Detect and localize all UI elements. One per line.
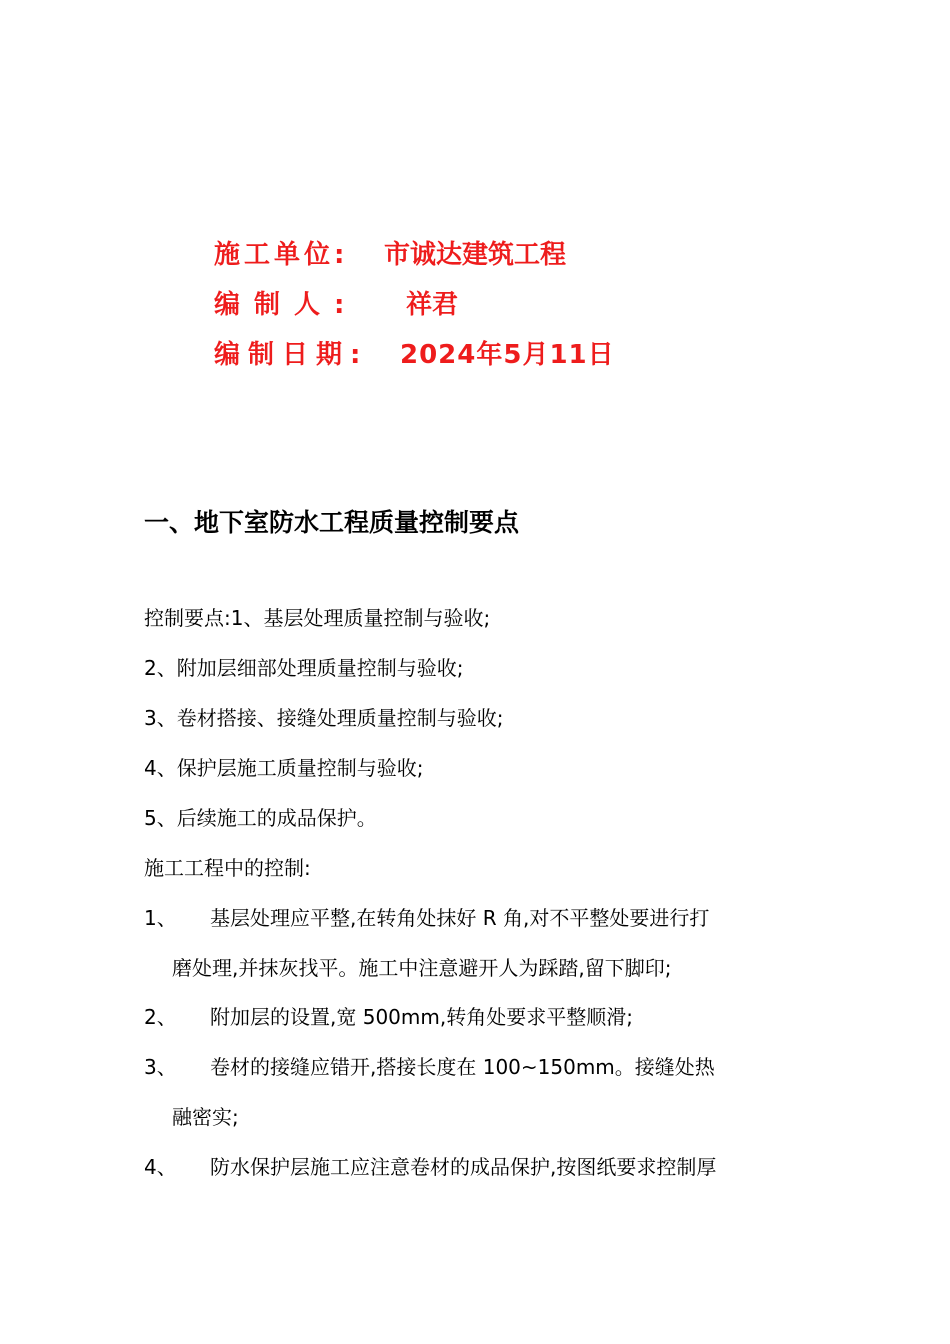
process-item-number: 3、	[144, 1055, 177, 1079]
control-point-line: 3、卷材搭接、接缝处理质量控制与验收;	[144, 706, 504, 730]
process-intro: 施工工程中的控制:	[144, 856, 311, 880]
process-item-text: 防水保护层施工应注意卷材的成品保护,按图纸要求控制厚	[210, 1155, 717, 1179]
process-item-text: 附加层的设置,宽 500mm,转角处要求平整顺滑;	[210, 1005, 633, 1029]
date-value: 2024年5月11日	[400, 340, 615, 370]
process-item	[144, 1055, 809, 1129]
process-item-number: 4、	[144, 1155, 177, 1179]
construction-unit-label: 施工单位:	[214, 240, 349, 270]
process-item-continuation: 磨处理,并抹灰找平。施工中注意避开人为踩踏,留下脚印;	[172, 956, 672, 980]
author-row	[214, 278, 814, 328]
control-point-line: 5、后续施工的成品保护。	[144, 806, 377, 830]
date-row	[214, 328, 814, 378]
process-item-continuation: 融密实;	[172, 1105, 239, 1129]
date-label: 编制日期:	[214, 340, 369, 370]
author-label: 编制人:	[214, 290, 359, 320]
process-item-number: 2、	[144, 1005, 177, 1029]
author-value: 祥君	[406, 290, 459, 320]
process-item-number: 1、	[144, 906, 177, 930]
process-item-text: 卷材的接缝应错开,搭接长度在 100~150mm。接缝处热	[210, 1055, 715, 1079]
process-item	[144, 1155, 809, 1179]
construction-unit-row	[214, 228, 814, 278]
process-item	[144, 1005, 809, 1029]
control-point-line: 4、保护层施工质量控制与验收;	[144, 756, 424, 780]
process-item-text: 基层处理应平整,在转角处抹好 R 角,对不平整处要进行打	[210, 906, 710, 930]
section-heading: 一、地下室防水工程质量控制要点	[144, 508, 520, 537]
control-point-line: 2、附加层细部处理质量控制与验收;	[144, 656, 464, 680]
control-point-line: 控制要点:1、基层处理质量控制与验收;	[144, 606, 491, 630]
process-item	[144, 906, 809, 980]
document-meta	[214, 228, 814, 378]
construction-unit-value: 市诚达建筑工程	[384, 240, 567, 270]
